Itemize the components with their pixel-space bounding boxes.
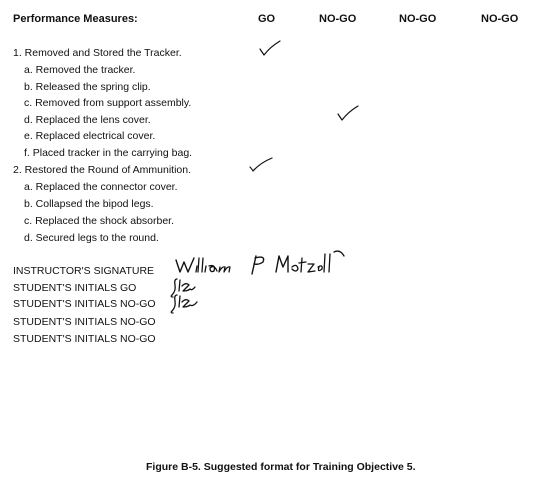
column-no-go-1: NO-GO [319,13,357,25]
student-initials-go-label: STUDENT'S INITIALS GO [13,282,137,294]
student-initials-no-go-2-label: STUDENT'S INITIALS NO-GO [13,316,156,328]
measure-1-subitem-e: e. Replaced electrical cover. [24,130,156,142]
check-icon [248,157,274,173]
performance-measures-title: Performance Measures: [13,13,138,25]
column-go: GO [258,13,276,25]
check-icon [258,40,282,58]
instructor-handwritten-signature [172,250,352,280]
measure-1-label: 1. Removed and Stored the Tracker. [13,47,182,59]
student-initials-no-go-3-label: STUDENT'S INITIALS NO-GO [13,333,156,345]
measure-2-label: 2. Restored the Round of Ammunition. [13,164,192,176]
measure-2-subitem-a: a. Replaced the connector cover. [24,181,178,193]
measure-2-subitem-b: b. Collapsed the bipod legs. [24,198,154,210]
measure-1-subitem-a: a. Removed the tracker. [24,64,136,76]
measure-1-subitem-b: b. Released the spring clip. [24,81,151,93]
instructor-signature-label: INSTRUCTOR'S SIGNATURE [13,265,155,277]
column-no-go-2: NO-GO [399,13,437,25]
measure-1-subitem-f: f. Placed tracker in the carrying bag. [24,147,193,159]
column-no-go-3: NO-GO [481,13,519,25]
student-initials-no-go-handwritten [170,293,200,315]
figure-caption: Figure B-5. Suggested format for Training Objective 5. [146,461,416,473]
measure-1-subitem-c: c. Removed from support assembly. [24,97,192,109]
measure-1-subitem-d: d. Replaced the lens cover. [24,114,151,126]
student-initials-no-go-1-label: STUDENT'S INITIALS NO-GO [13,298,156,310]
measure-2-subitem-d: d. Secured legs to the round. [24,232,159,244]
check-icon [336,104,360,122]
measure-2-subitem-c: c. Replaced the shock absorber. [24,215,175,227]
